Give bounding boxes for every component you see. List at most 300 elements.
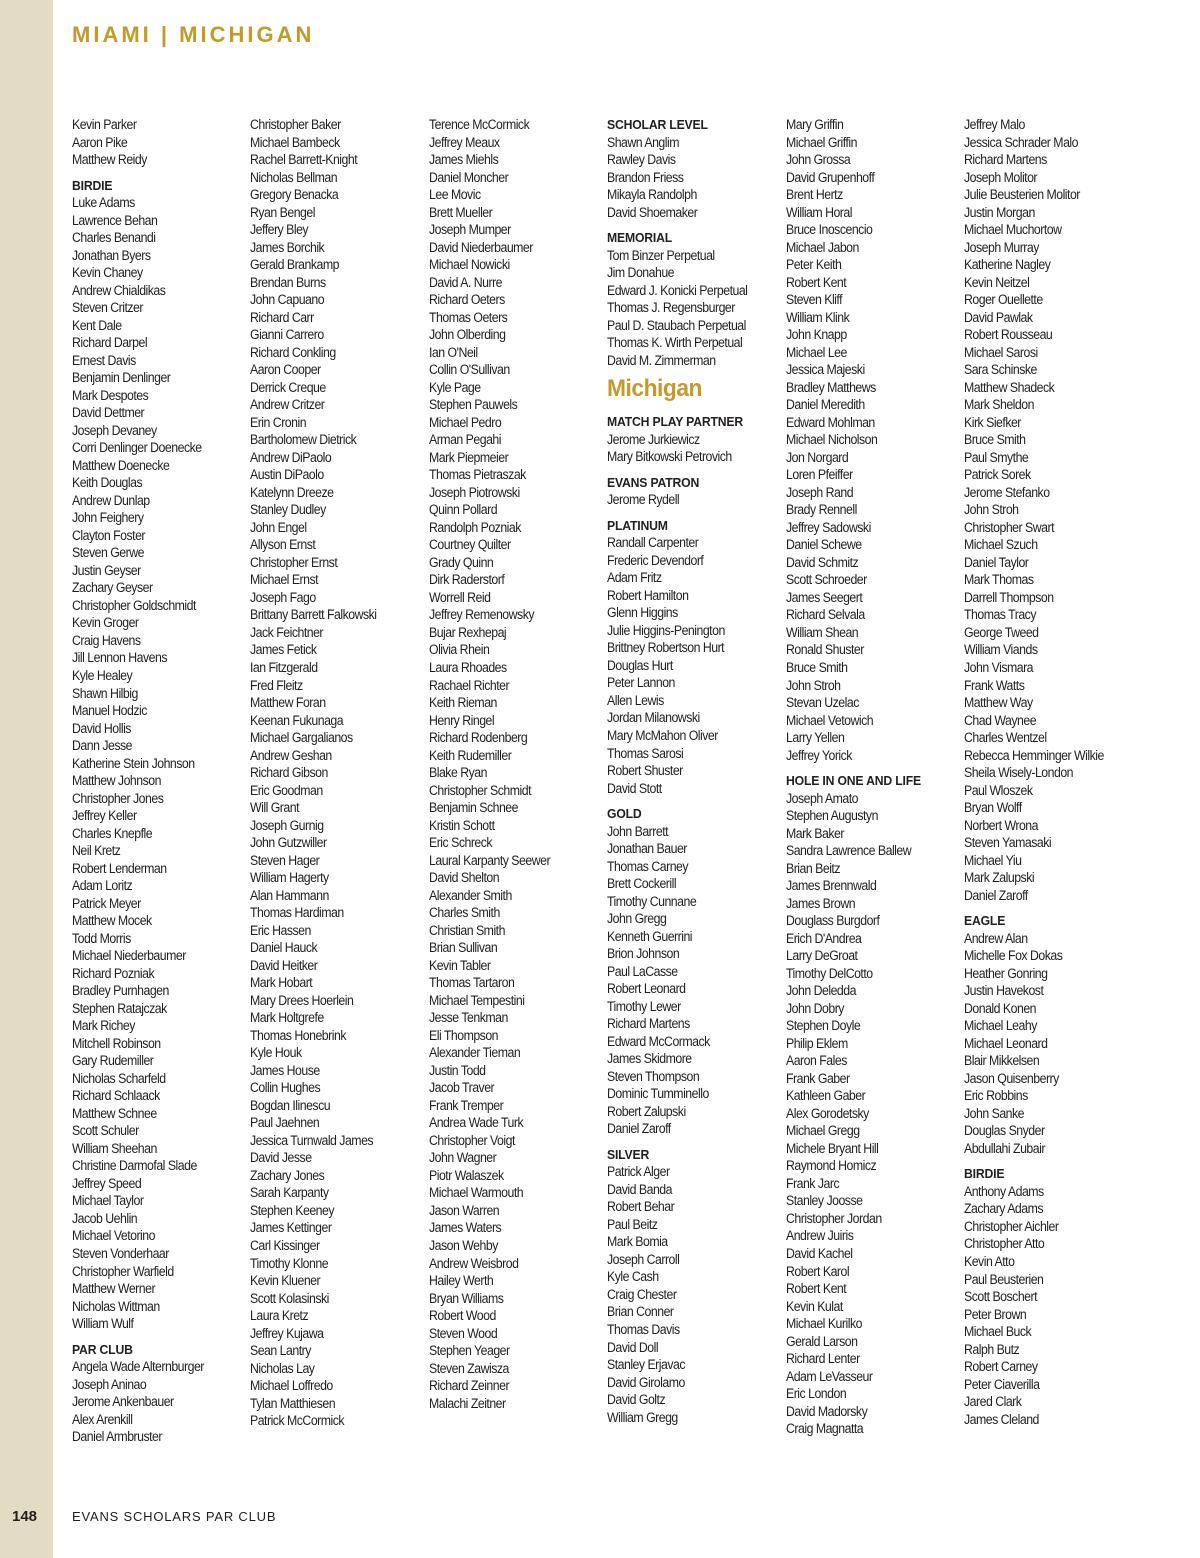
donor-name: Kyle Page bbox=[429, 379, 481, 395]
giving-level-heading: SILVER bbox=[607, 1146, 650, 1162]
donor-name: David Stott bbox=[607, 780, 662, 796]
donor-name: Nicholas Wittman bbox=[72, 1298, 160, 1314]
donor-name: Henry Ringel bbox=[429, 712, 495, 728]
donor-name: James Fetick bbox=[250, 642, 317, 658]
donor-name: Thomas K. Wirth Perpetual bbox=[607, 335, 743, 351]
giving-level-heading: MEMORIAL bbox=[607, 230, 673, 246]
donor-name: Terence McCormick bbox=[429, 117, 530, 132]
donor-name: Gianni Carrero bbox=[250, 327, 324, 343]
donor-name: Matthew Mocek bbox=[72, 913, 152, 929]
donor-name: Christopher Jordan bbox=[786, 1210, 882, 1226]
donor-name: Jason Warren bbox=[429, 1202, 500, 1218]
donor-name: Richard Pozniak bbox=[72, 965, 155, 981]
donor-name: Robert Zalupski bbox=[607, 1103, 686, 1119]
donor-name: Collin Hughes bbox=[250, 1080, 321, 1096]
donor-name: Andrew Dunlap bbox=[72, 492, 150, 508]
donor-name: Thomas Tracy bbox=[964, 607, 1036, 623]
donor-name: Sheila Wisely-London bbox=[964, 765, 1074, 781]
donor-name: David Doll bbox=[607, 1339, 659, 1355]
donor-name: Frank Jarc bbox=[786, 1175, 840, 1191]
donor-name: Erich D'Andrea bbox=[786, 930, 862, 946]
donor-name: Larry DeGroat bbox=[786, 948, 858, 964]
donor-name: Darrell Thompson bbox=[964, 589, 1054, 605]
donor-name: Peter Keith bbox=[786, 257, 842, 273]
donor-name: Zachary Geyser bbox=[72, 580, 153, 596]
publication-footer: EVANS SCHOLARS PAR CLUB bbox=[72, 1509, 277, 1524]
donor-name: Michael Griffin bbox=[786, 134, 857, 150]
donor-name: Eric Robbins bbox=[964, 1088, 1028, 1104]
donor-name: Eric Hassen bbox=[250, 922, 311, 938]
donor-name: Mary McMahon Oliver bbox=[607, 727, 718, 743]
donor-name: Charles Benandi bbox=[72, 230, 156, 246]
donor-name: Rachel Barrett-Knight bbox=[250, 152, 358, 168]
donor-name: Kyle Houk bbox=[250, 1045, 302, 1061]
donor-name: William Gregg bbox=[607, 1409, 678, 1425]
donor-name: Laural Karpanty Seewer bbox=[429, 852, 551, 868]
donor-name: David Jesse bbox=[250, 1150, 312, 1166]
donor-name: Patrick Meyer bbox=[72, 895, 141, 911]
donor-name: Gregory Benacka bbox=[250, 187, 339, 203]
donor-name: Fred Fleitz bbox=[250, 677, 303, 693]
donor-name: David Niederbaumer bbox=[429, 239, 533, 255]
donor-name: Richard Lenter bbox=[786, 1351, 860, 1367]
donor-name: Justin Morgan bbox=[964, 204, 1035, 220]
donor-name: Mark Zalupski bbox=[964, 870, 1035, 886]
donor-name: Quinn Pollard bbox=[429, 502, 498, 518]
donor-name: Justin Havekost bbox=[964, 983, 1044, 999]
donor-name: Andrew Chialdikas bbox=[72, 282, 166, 298]
donor-name: Malachi Zeitner bbox=[429, 1395, 506, 1411]
donor-name: Keenan Fukunaga bbox=[250, 712, 344, 728]
donor-name: Matthew Way bbox=[964, 695, 1033, 711]
donor-name: Brendan Burns bbox=[250, 274, 326, 290]
donor-name: Dirk Raderstorf bbox=[429, 572, 505, 588]
donor-name: Daniel Meredith bbox=[786, 397, 865, 413]
donor-name: Jerome Rydell bbox=[607, 492, 680, 508]
donor-name: Chad Waynee bbox=[964, 712, 1037, 728]
donor-name: Paul Wloszek bbox=[964, 782, 1033, 798]
donor-name: Daniel Moncher bbox=[429, 169, 509, 185]
donor-name: Benjamin Schnee bbox=[429, 800, 518, 816]
donor-name: Kenneth Guerrini bbox=[607, 928, 693, 944]
donor-name: William Sheehan bbox=[72, 1140, 157, 1156]
side-margin-band bbox=[0, 0, 53, 1558]
donor-name: Mikayla Randolph bbox=[607, 187, 697, 203]
donor-name: Kent Dale bbox=[72, 317, 122, 333]
donor-name: Thomas Pietraszak bbox=[429, 467, 526, 483]
donor-name: Collin O'Sullivan bbox=[429, 362, 510, 378]
donor-name: Carl Kissinger bbox=[250, 1238, 320, 1253]
donor-name: Adam Fritz bbox=[607, 570, 662, 586]
donor-name: Alexander Smith bbox=[429, 887, 512, 903]
giving-level-heading: PAR CLUB bbox=[72, 1341, 133, 1357]
donor-name: Roger Ouellette bbox=[964, 292, 1043, 308]
donor-name: Kirk Siefker bbox=[964, 414, 1021, 430]
donor-name: Gary Rudemiller bbox=[72, 1053, 154, 1069]
donor-name: David Heitker bbox=[250, 957, 318, 973]
donor-name: Michael Muchortow bbox=[964, 222, 1062, 238]
donor-name: Daniel Hauck bbox=[250, 940, 318, 956]
donor-name: Joseph Murray bbox=[964, 239, 1039, 255]
donor-name: Hailey Werth bbox=[429, 1273, 494, 1289]
donor-name: Kevin Kulat bbox=[786, 1298, 843, 1314]
donor-name: David Grupenhoff bbox=[786, 169, 875, 185]
donor-name: David Shoemaker bbox=[607, 204, 698, 220]
donor-name: Robert Shuster bbox=[607, 763, 683, 779]
donor-name: Stephen Yeager bbox=[429, 1343, 510, 1359]
donor-name: Jeffrey Sadowski bbox=[786, 519, 871, 535]
donor-name: Frederic Devendorf bbox=[607, 552, 704, 568]
donor-name: Michael Szuch bbox=[964, 537, 1038, 553]
donor-name: Michael Nicholson bbox=[786, 432, 878, 448]
donor-name: Adam LeVasseur bbox=[786, 1368, 873, 1384]
donor-name: Scott Schuler bbox=[72, 1123, 139, 1139]
donor-name: Eric Schreck bbox=[429, 835, 493, 851]
donor-name: Michael Leahy bbox=[964, 1018, 1037, 1034]
donor-name: Laura Kretz bbox=[250, 1308, 309, 1324]
donor-name: Olivia Rhein bbox=[429, 642, 490, 658]
donor-name: Daniel Schewe bbox=[786, 537, 862, 553]
donor-name: Anthony Adams bbox=[964, 1183, 1044, 1199]
donor-name: Justin Todd bbox=[429, 1062, 486, 1078]
donor-name: Michael Pedro bbox=[429, 414, 502, 430]
donor-name: Charles Knepfle bbox=[72, 825, 153, 841]
donor-name: Paul Beusterien bbox=[964, 1271, 1044, 1287]
donor-name: Brett Mueller bbox=[429, 204, 493, 220]
donor-name: Todd Morris bbox=[72, 930, 131, 946]
donor-name: Michael Warmouth bbox=[429, 1185, 524, 1201]
donor-name: Peter Lannon bbox=[607, 675, 675, 691]
state-heading: Michigan bbox=[607, 375, 703, 403]
donor-name: Worrell Reid bbox=[429, 589, 491, 605]
donor-name: Steven Vonderhaar bbox=[72, 1246, 169, 1261]
donor-name: David Dettmer bbox=[72, 405, 145, 421]
donor-name: David A. Nurre bbox=[429, 274, 503, 290]
donor-name: Brittney Robertson Hurt bbox=[607, 640, 725, 656]
donor-name: Matthew Werner bbox=[72, 1281, 156, 1297]
donor-name: Bujar Rexhepaj bbox=[429, 624, 507, 640]
donor-name: Erin Cronin bbox=[250, 414, 307, 430]
donor-name: John Capuano bbox=[250, 292, 325, 308]
donor-name: Jonathan Bauer bbox=[607, 841, 687, 857]
donor-name: William Shean bbox=[786, 624, 859, 640]
donor-name: Richard Conkling bbox=[250, 344, 336, 360]
donor-name: Jeffrey Yorick bbox=[786, 747, 852, 763]
donor-name: Kevin Chaney bbox=[72, 265, 143, 281]
donor-name: Paul Smythe bbox=[964, 449, 1029, 465]
donor-name: Eli Thompson bbox=[429, 1027, 499, 1043]
donor-name: Douglass Burgdorf bbox=[786, 913, 880, 929]
donor-name: Ralph Butz bbox=[964, 1341, 1020, 1357]
donor-name: Dann Jesse bbox=[72, 738, 133, 754]
donor-name: Alan Hammann bbox=[250, 887, 329, 903]
donor-name: Stephen Keeney bbox=[250, 1202, 335, 1218]
donor-name: Michael Nowicki bbox=[429, 257, 510, 273]
donor-name: Lawrence Behan bbox=[72, 212, 158, 228]
donor-name: Derrick Creque bbox=[250, 379, 326, 395]
name-column-1 bbox=[72, 116, 247, 1446]
donor-name: Mary Griffin bbox=[786, 117, 844, 132]
donor-name: Shawn Hilbig bbox=[72, 685, 138, 701]
donor-name: Edward McCormack bbox=[607, 1033, 710, 1049]
donor-name: William Wulf bbox=[72, 1316, 134, 1332]
donor-name: Alex Arenkill bbox=[72, 1411, 133, 1427]
donor-name: Robert Carney bbox=[964, 1359, 1038, 1375]
donor-name: Andrew Weisbrod bbox=[429, 1255, 519, 1271]
donor-name: Frank Tremper bbox=[429, 1097, 504, 1113]
donor-name: Andrew DiPaolo bbox=[250, 449, 332, 465]
donor-name: Bartholomew Dietrick bbox=[250, 432, 357, 448]
donor-name: Michael Jabon bbox=[786, 239, 859, 255]
donor-name: Paul Jaehnen bbox=[250, 1115, 320, 1131]
donor-name: Christopher Voigt bbox=[429, 1132, 515, 1148]
donor-name: Brion Johnson bbox=[607, 946, 680, 962]
donor-name: Joseph Piotrowski bbox=[429, 484, 520, 500]
donor-name: Katherine Stein Johnson bbox=[72, 755, 195, 771]
donor-name: Peter Brown bbox=[964, 1306, 1027, 1322]
donor-name: Richard Darpel bbox=[72, 335, 148, 351]
donor-name: Alex Gorodetsky bbox=[786, 1105, 869, 1121]
donor-name: Keith Douglas bbox=[72, 475, 143, 491]
donor-name: Stanley Erjavac bbox=[607, 1357, 686, 1373]
donor-name: Bryan Williams bbox=[429, 1290, 504, 1306]
donor-name: Ronald Shuster bbox=[786, 642, 864, 658]
donor-name: Brett Cockerill bbox=[607, 876, 677, 892]
donor-name: Ian O'Neil bbox=[429, 344, 478, 360]
donor-name: Richard Carr bbox=[250, 309, 314, 325]
donor-name: Aaron Cooper bbox=[250, 362, 321, 378]
donor-name: Jesse Tenkman bbox=[429, 1010, 508, 1026]
donor-name: Katelynn Dreeze bbox=[250, 484, 334, 500]
donor-name: Andrew Alan bbox=[964, 930, 1028, 946]
donor-name: Jonathan Byers bbox=[72, 247, 151, 263]
donor-name: Michael Kurilko bbox=[786, 1316, 862, 1332]
donor-name: John Dobry bbox=[786, 1000, 844, 1016]
donor-name: John Knapp bbox=[786, 327, 847, 343]
donor-name: Randall Carpenter bbox=[607, 535, 699, 551]
name-column-6 bbox=[964, 116, 1139, 1428]
donor-name: Michael Bambeck bbox=[250, 134, 340, 150]
donor-name: Matthew Johnson bbox=[72, 773, 161, 789]
donor-name: Jeffrey Keller bbox=[72, 808, 137, 824]
donor-name: Jacob Traver bbox=[429, 1080, 495, 1096]
donor-name: John Feighery bbox=[72, 510, 144, 526]
donor-name: James Seegert bbox=[786, 589, 863, 605]
donor-name: Thomas Carney bbox=[607, 858, 689, 874]
donor-name: Christopher Schmidt bbox=[429, 782, 531, 798]
donor-name: Kyle Cash bbox=[607, 1269, 659, 1285]
donor-name: Richard Gibson bbox=[250, 765, 328, 781]
donor-name: Benjamin Denlinger bbox=[72, 370, 171, 386]
donor-name: Matthew Shadeck bbox=[964, 379, 1055, 395]
donor-name: David M. Zimmerman bbox=[607, 352, 716, 368]
donor-name: Jason Quisenberry bbox=[964, 1070, 1059, 1086]
donor-name: Daniel Zaroff bbox=[964, 887, 1028, 903]
donor-name: Jeffrey Meaux bbox=[429, 134, 500, 150]
donor-name: Sarah Karpanty bbox=[250, 1185, 329, 1201]
donor-name: Loren Pfeiffer bbox=[786, 467, 853, 483]
donor-name: James Kettinger bbox=[250, 1220, 332, 1236]
donor-name: Jill Lennon Havens bbox=[72, 650, 167, 666]
donor-name: Sara Schinske bbox=[964, 362, 1037, 378]
donor-name: John Engel bbox=[250, 519, 307, 535]
donor-name: Michael Vetorino bbox=[72, 1228, 155, 1244]
donor-name: Timothy Klonne bbox=[250, 1255, 329, 1271]
donor-name: Stephen Pauwels bbox=[429, 397, 518, 413]
donor-name: Brady Rennell bbox=[786, 502, 857, 518]
donor-name: Mark Sheldon bbox=[964, 397, 1034, 413]
donor-name: Christian Smith bbox=[429, 922, 505, 938]
donor-name: Luke Adams bbox=[72, 195, 135, 211]
donor-name: Matthew Doenecke bbox=[72, 457, 170, 473]
donor-name: Joseph Rand bbox=[786, 484, 854, 500]
donor-name: Scott Kolasinski bbox=[250, 1290, 329, 1306]
donor-name: Adam Loritz bbox=[72, 878, 133, 894]
donor-name: Eric Goodman bbox=[250, 782, 323, 798]
donor-name: Mary Drees Hoerlein bbox=[250, 992, 354, 1008]
donor-name: Raymond Homicz bbox=[786, 1158, 877, 1174]
donor-name: Timothy DelCotto bbox=[786, 965, 873, 981]
donor-name: William Hagerty bbox=[250, 870, 329, 886]
donor-name: John Gutzwiller bbox=[250, 835, 327, 851]
donor-name: Larry Yellen bbox=[786, 730, 845, 746]
donor-name: Thomas Hardiman bbox=[250, 905, 344, 921]
donor-name: Michael Leonard bbox=[964, 1035, 1048, 1051]
donor-name: Robert Lenderman bbox=[72, 860, 167, 876]
donor-name: Kevin Atto bbox=[964, 1254, 1015, 1269]
donor-name: Julie Higgins-Penington bbox=[607, 622, 725, 638]
giving-level-heading: BIRDIE bbox=[72, 177, 113, 193]
donor-name: John Stroh bbox=[964, 502, 1019, 518]
donor-name: Joseph Molitor bbox=[964, 169, 1038, 185]
donor-name: David Banda bbox=[607, 1181, 672, 1197]
donor-name: Heather Gonring bbox=[964, 965, 1048, 981]
donor-name: David Goltz bbox=[607, 1392, 666, 1408]
donor-name: Jeffery Bley bbox=[250, 222, 309, 238]
giving-level-heading: HOLE IN ONE AND LIFE bbox=[786, 773, 921, 789]
donor-name: Angela Wade Alternburger bbox=[72, 1359, 204, 1375]
donor-name: Bradley Matthews bbox=[786, 379, 876, 395]
donor-name: Glenn Higgins bbox=[607, 605, 678, 621]
donor-name: Christopher Jones bbox=[72, 790, 164, 806]
donor-name: David Girolamo bbox=[607, 1374, 685, 1390]
donor-name: John Gregg bbox=[607, 911, 667, 927]
donor-name: Stanley Joosse bbox=[786, 1193, 863, 1209]
donor-name: Grady Quinn bbox=[429, 554, 494, 570]
donor-name: James Brown bbox=[786, 895, 856, 911]
donor-name: Paul Beitz bbox=[607, 1216, 658, 1232]
giving-level-heading: BIRDIE bbox=[964, 1166, 1005, 1182]
donor-name: Christopher Warfield bbox=[72, 1263, 174, 1279]
donor-name: John Barrett bbox=[607, 823, 669, 839]
donor-name: Katherine Nagley bbox=[964, 257, 1051, 273]
donor-name: Kristin Schott bbox=[429, 817, 495, 833]
donor-name: Robert Karol bbox=[786, 1263, 850, 1279]
donor-name: Tom Binzer Perpetual bbox=[607, 247, 715, 263]
donor-name: Mark Richey bbox=[72, 1018, 135, 1034]
donor-name: Brian Beitz bbox=[786, 860, 841, 876]
donor-name: Robert Leonard bbox=[607, 981, 686, 997]
donor-name: Richard Rodenberg bbox=[429, 730, 528, 746]
donor-name: Kevin Tabler bbox=[429, 957, 491, 973]
donor-name: Richard Martens bbox=[964, 152, 1047, 168]
donor-name: Joseph Amato bbox=[786, 790, 859, 806]
donor-name: Craig Havens bbox=[72, 632, 141, 648]
donor-name: Ernest Davis bbox=[72, 352, 136, 368]
donor-name: Steven Hager bbox=[250, 852, 320, 868]
donor-name: Steven Gerwe bbox=[72, 545, 144, 561]
donor-name: Blake Ryan bbox=[429, 765, 487, 781]
donor-name: Piotr Walaszek bbox=[429, 1167, 504, 1183]
donor-name: Michael Sarosi bbox=[964, 344, 1038, 360]
donor-name: Timothy Lewer bbox=[607, 998, 681, 1014]
donor-name: Christine Darmofal Slade bbox=[72, 1158, 197, 1174]
donor-name: David Pawlak bbox=[964, 309, 1033, 325]
donor-name: Bryan Wolff bbox=[964, 800, 1022, 816]
donor-name: John Grossa bbox=[786, 152, 851, 168]
donor-name: Andrew Juiris bbox=[786, 1228, 854, 1244]
donor-name: Jacob Uehlin bbox=[72, 1210, 138, 1226]
donor-name: Gerald Larson bbox=[786, 1333, 858, 1349]
page-number: 148 bbox=[12, 1508, 38, 1525]
donor-name: Jessica Turnwald James bbox=[250, 1132, 374, 1148]
donor-name: Matthew Schnee bbox=[72, 1105, 157, 1121]
donor-name: Frank Gaber bbox=[786, 1070, 850, 1086]
donor-name: Douglas Snyder bbox=[964, 1123, 1045, 1139]
giving-level-heading: EAGLE bbox=[964, 913, 1006, 929]
donor-name: Robert Wood bbox=[429, 1308, 496, 1324]
donor-name: Christopher Baker bbox=[250, 117, 341, 132]
donor-name: Brian Sullivan bbox=[429, 940, 498, 956]
donor-name: Stephen Augustyn bbox=[786, 808, 878, 824]
donor-name: Eric London bbox=[786, 1386, 847, 1402]
donor-name: Philip Eklem bbox=[786, 1035, 848, 1051]
donor-name: Richard Selvala bbox=[786, 607, 865, 623]
donor-name: Keith Rudemiller bbox=[429, 747, 512, 763]
donor-name: George Tweed bbox=[964, 624, 1039, 640]
donor-name: Paul D. Staubach Perpetual bbox=[607, 317, 746, 333]
donor-name: Christopher Ernst bbox=[250, 554, 338, 570]
donor-name: Brandon Friess bbox=[607, 169, 684, 185]
donor-name: Richard Martens bbox=[607, 1016, 690, 1032]
donor-name: Robert Kent bbox=[786, 274, 847, 290]
donor-name: Patrick Sorek bbox=[964, 467, 1031, 483]
donor-name: Neil Kretz bbox=[72, 843, 121, 859]
donor-name: Mark Bomia bbox=[607, 1234, 668, 1250]
donor-name: Jason Wehby bbox=[429, 1238, 498, 1253]
donor-name: Joseph Gurnig bbox=[250, 817, 324, 833]
donor-name: James Skidmore bbox=[607, 1051, 692, 1067]
donor-name: James Brennwald bbox=[786, 878, 877, 894]
donor-name: Daniel Armbruster bbox=[72, 1429, 163, 1445]
donor-name: Kyle Healey bbox=[72, 667, 133, 683]
donor-name: Zachary Jones bbox=[250, 1167, 325, 1183]
donor-name: Manuel Hodzic bbox=[72, 703, 147, 719]
donor-name: Zachary Adams bbox=[964, 1201, 1044, 1217]
donor-name: Stanley Dudley bbox=[250, 502, 326, 518]
donor-name: Timothy Cunnane bbox=[607, 893, 697, 909]
donor-name: John Wagner bbox=[429, 1150, 497, 1166]
donor-name: Edward J. Konicki Perpetual bbox=[607, 282, 748, 298]
donor-name: Allen Lewis bbox=[607, 692, 664, 708]
donor-name: Ian Fitzgerald bbox=[250, 659, 318, 675]
donor-name: Steven Thompson bbox=[607, 1068, 700, 1084]
donor-name: Allyson Ernst bbox=[250, 537, 316, 553]
donor-name: Bradley Purnhagen bbox=[72, 983, 169, 999]
donor-name: Edward Mohlman bbox=[786, 414, 875, 430]
donor-name: Norbert Wrona bbox=[964, 817, 1038, 833]
donor-name: Jack Feichtner bbox=[250, 624, 324, 640]
